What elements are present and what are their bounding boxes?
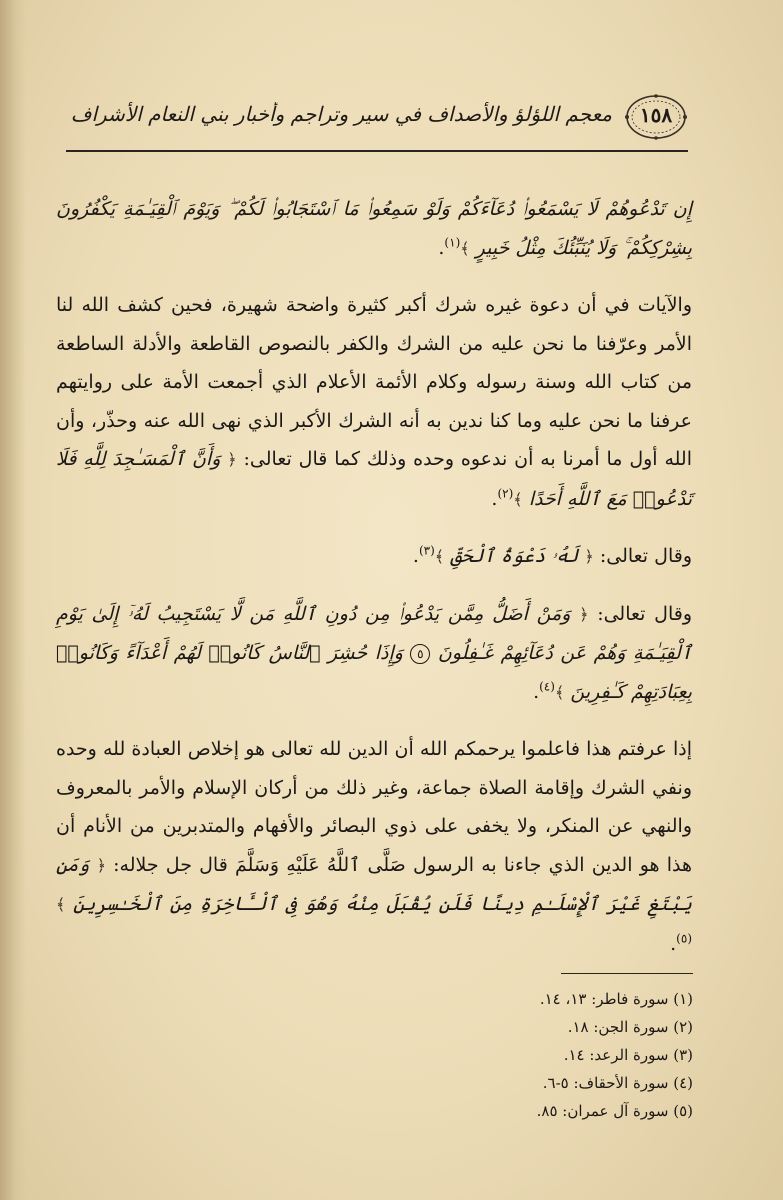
footnote-ref-1: (١) [444,235,461,250]
sentence-end: . [412,545,419,567]
paragraph-2 [56,286,692,519]
paragraph-2-text: والآيات في أن دعوة غيره شرك أكبر كثيرة واضحة شهيرة، فحين كشف الله لنا الأمر وعرّفنا ما نحن عليه من الشرك والكفر بالنصوص القاطعة والأدلة الساطعة من كتاب الله وسنة رسوله وكلام الأئمة الأعلام الذي أجمعت الأمة على روايتهم عرفنا ما نحن عليه وما كنا ندين به أنه الشرك الأكبر الذي نهى الله عنه وحذّر، وأن الله أول ما أمرنا به أن ندعوه وحده وذلك كما قال تعالى: [56,294,692,470]
footnote-ref-3: (٣) [418,543,435,558]
page-binding-shadow [0,0,26,1200]
quran-close-bracket: ﴾ [554,682,565,702]
footnotes [90,985,693,1125]
footnote-1: (١) سورة فاطر: ١٣، ١٤. [539,990,693,1008]
footnote-5: (٥) سورة آل عمران: ٨٥. [536,1102,693,1120]
quran-close-bracket: ﴾ [460,238,470,258]
quran-verse-5: وَمَن يَبْتَغِ غَيْرَ ٱلْإِسْلَـٰمِ دِينًا فَلَن يُقْبَلَ مِنْهُ وَهُوَ فِى ٱلْـَٔاخِرَةِ مِنَ ٱلْخَـٰسِرِينَ [56,853,692,915]
paragraph-5 [56,730,692,963]
footnote-3: (٣) سورة الرعد: ١٤. [563,1046,693,1064]
quran-close-bracket: ﴾ [434,547,445,566]
main-text [56,190,692,963]
quran-open-bracket: ﴿ [227,450,237,469]
footnote-2: (٢) سورة الجن: ١٨. [567,1018,693,1036]
sentence-end: . [670,932,677,955]
footnote-4: (٤) سورة الأحقاف: ٥-٦. [542,1074,693,1092]
quran-verse-2: وَأَنَّ ٱلْمَسَـٰجِدَ لِلَّهِ فَلَا تَدْعُوا۟ مَعَ ٱللَّهِ أَحَدًا [56,448,692,510]
paragraph-3 [56,537,692,577]
quran-verse-4b: وَإِذَا حُشِرَ ٱلنَّاسُ كَانُوا۟ لَهُمْ أَعْدَآءً وَكَانُوا۟ بِعِبَادَتِهِمْ كَـٰفِرِينَ [56,642,692,703]
paragraph-gap [56,519,692,537]
header-rule [66,150,688,152]
quran-open-bracket: ﴿ [584,547,594,566]
sentence-end: . [533,680,540,703]
footnote-ref-2: (٢) [497,486,514,501]
paragraph-1 [56,190,692,268]
quran-verse-1: إِن تَدْعُوهُمْ لَا يَسْمَعُوا۟ دُعَآءَكُمْ وَلَوْ سَمِعُوا۟ مَا ٱسْتَجَابُوا۟ لَكُمْ ۖ وَيَوْمَ ٱلْقِيَـٰمَةِ يَكْفُرُونَ بِشِرْكِكُمْ ۚ وَلَا يُنَبِّئُكَ مِثْلُ خَبِيرٍ [56,198,692,259]
sentence-end: . [491,487,498,510]
quran-close-bracket: ﴾ [56,895,66,914]
quran-verse-4a: وَمَنْ أَضَلُّ مِمَّن يَدْعُوا۟ مِن دُونِ ٱللَّهِ مَن لَّا يَسْتَجِيبُ لَهُۥٓ إِلَىٰ يَوْمِ ٱلْقِيَـٰمَةِ وَهُمْ عَن دُعَآئِهِمْ غَـٰفِلُونَ [56,602,692,664]
quran-open-bracket: ﴿ [96,855,106,875]
quran-verse-3: لَهُۥ دَعْوَةُ ٱلْحَقِّ [450,545,579,567]
quran-close-bracket: ﴾ [513,489,523,509]
running-title: معجم اللؤلؤ والأصداف في سير وتراجم وأخبار بني النعام الأشراف [70,102,612,126]
paragraph-gap [56,712,692,730]
page-number: ١٥٨ [639,103,673,127]
paragraph-3-intro: وقال تعالى: [599,545,692,567]
footnote-ref-4: (٤) [539,679,555,694]
sentence-end: . [438,236,445,259]
ayah-number-marker: ٥ [410,644,430,664]
paragraph-5-text: إذا عرفتم هذا فاعلموا يرحمكم الله أن الدين لله تعالى هو إخلاص العبادة لله وحده ونفي الشرك وإقامة الصلاة جماعة، وغير ذلك من أركان الإسلام والأمر بالمعروف والنهي عن المنكر، ولا يخفى على ذوي البصائر والأفهام والمتدبرين من الأنام أن هذا هو الدين الذي جاءنا به الرسول صَلَّى ٱللَّهُ عَلَيْهِ وَسَلَّمَ قال جل جلاله: [56,738,692,876]
footnote-ref-5: (٥) [676,931,692,946]
footnote-separator [561,973,693,974]
paragraph-4-intro: وقال تعالى: [597,602,692,625]
paragraph-gap [56,577,692,595]
quran-open-bracket: ﴿ [579,604,589,624]
paragraph-gap [56,268,692,286]
page-header [66,92,688,160]
paragraph-4 [56,595,692,713]
page-number-ornament [624,92,688,142]
